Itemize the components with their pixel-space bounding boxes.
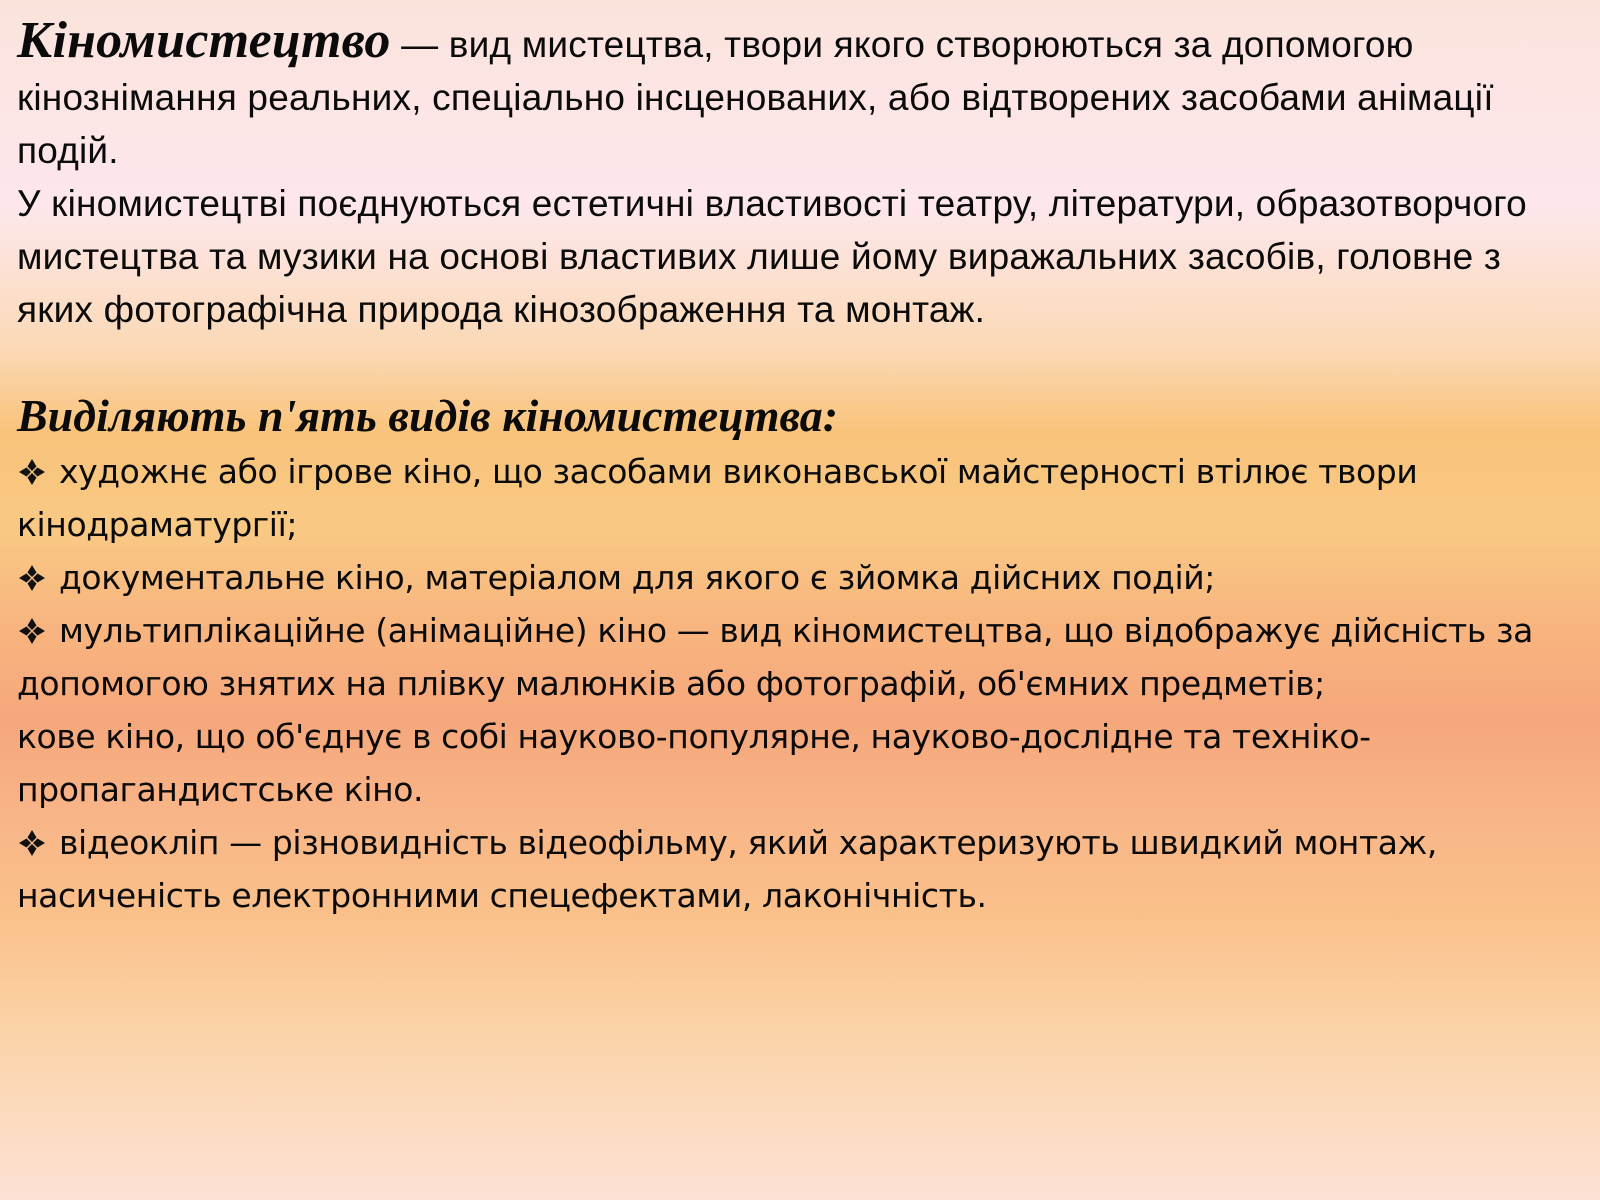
list-item: [17, 445, 1587, 551]
list-item-text: документальне кіно, матеріалом для якого є зйомка дійсних подій;: [59, 558, 1215, 597]
list-item-text: кове кіно, що об'єднує в собі науково-популярне, науково-дослідне та техніко-пропагандистське кіно.: [17, 717, 1371, 809]
types-heading: Виділяють п'ять видів кіномистецтва:: [17, 390, 839, 441]
intro-paragraph: У кіномистецтві поєднуються естетичні властивості театру, літератури, образотворчого мистецтва та музики на основі властивих лише йому виражальних засобів, головне з яких фотографічна природа кінозображення та монтаж.: [17, 183, 1527, 330]
intro-text: [17, 14, 1587, 336]
diamond-bullet-icon: [17, 604, 47, 657]
intro-definition: — вид мистецтва, твори якого створюються за допомогою кінознімання реальних, спеціально інсценованих, або відтворених засобами анімації подій.: [17, 24, 1494, 171]
list-item-text: художнє або ігрове кіно, що засобами виконавської майстерності втілює твори кінодраматургії;: [17, 452, 1418, 544]
list-item: [17, 604, 1587, 710]
list-item: [17, 816, 1587, 922]
list-item-text: мультиплікаційне (анімаційне) кіно — вид кіномистецтва, що відображує дійсність за допомогою знятих на плівку малюнків або фотографій, об'ємних предметів;: [17, 611, 1533, 703]
slide-content: [17, 14, 1587, 922]
list-item-text: відеокліп — різновидність відеофільму, який характеризують швидкий монтаж, насиченість електронними спецефектами, лаконічність.: [17, 823, 1438, 915]
diamond-bullet-icon: [17, 551, 47, 604]
intro-term: Кіномистецтво: [17, 12, 391, 69]
diamond-bullet-icon: [17, 445, 47, 498]
list-item: [17, 710, 1587, 816]
types-list: [17, 445, 1587, 922]
diamond-bullet-icon: [17, 816, 47, 869]
list-item: [17, 551, 1587, 604]
